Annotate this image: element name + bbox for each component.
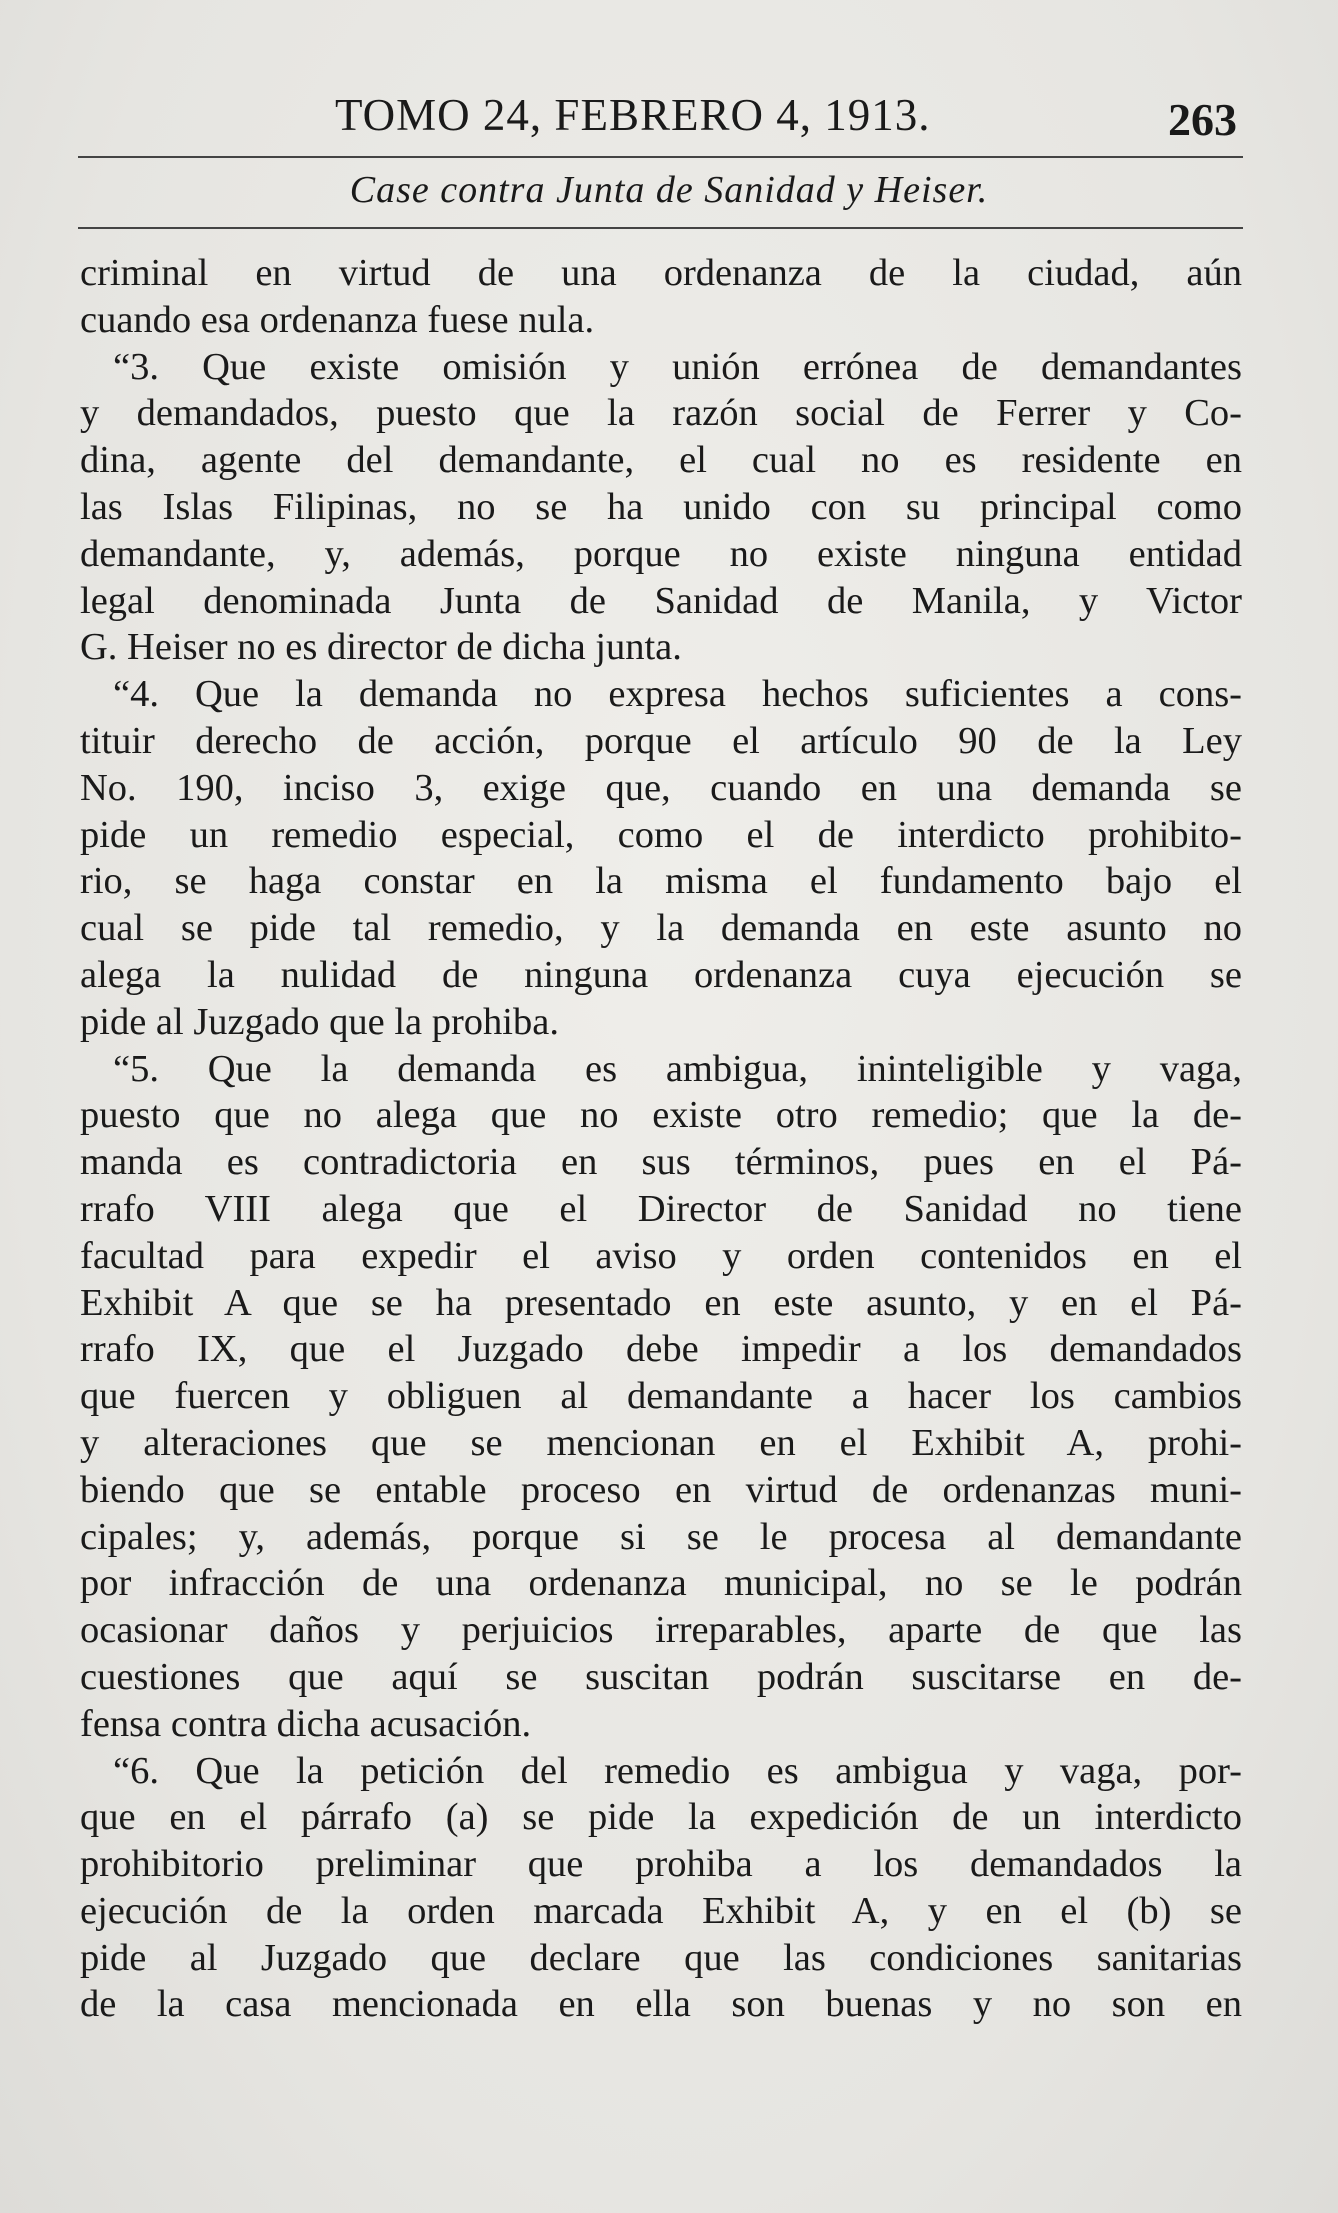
text-line: biendo que se entable proceso en virtud de ordenanzas muni- xyxy=(80,1468,1242,1511)
text-line: facultad para expedir el aviso y orden contenidos en el xyxy=(80,1234,1242,1277)
text-line: prohibitorio preliminar que prohiba a los demandados la xyxy=(80,1843,1242,1886)
text-line: ejecución de la orden marcada Exhibit A, y en el (b) se xyxy=(80,1889,1242,1932)
text-line: y alteraciones que se mencionan en el Exhibit A, prohi- xyxy=(80,1421,1242,1464)
case-title: Case contra Junta de Sanidad y Heiser. xyxy=(349,169,989,211)
text-line: que en el párrafo (a) se pide la expedición de un interdicto xyxy=(80,1796,1242,1839)
text-line: cipales; y, además, porque si se le procesa al demandante xyxy=(80,1515,1242,1558)
text-line: que fuercen y obliguen al demandante a hacer los cambios xyxy=(80,1375,1242,1418)
text-line: rrafo VIII alega que el Director de Sanidad no tiene xyxy=(80,1187,1242,1230)
text-line: legal denominada Junta de Sanidad de Manila, y Victor xyxy=(80,579,1242,622)
text-line: demandante, y, además, porque no existe ninguna entidad xyxy=(80,532,1242,575)
text-line: pide al Juzgado que declare que las condiciones sanitarias xyxy=(80,1936,1242,1979)
text-line: pide un remedio especial, como el de interdicto prohibito- xyxy=(80,813,1242,856)
text-line: manda es contradictoria en sus términos, pues en el Pá- xyxy=(80,1141,1242,1184)
text-line: “6. Que la petición del remedio es ambigua y vaga, por- xyxy=(113,1749,1242,1792)
body-text xyxy=(80,250,1242,2028)
header-rule-top xyxy=(78,156,1243,158)
header-rule-bottom xyxy=(78,227,1243,229)
page-header xyxy=(0,85,1338,145)
text-line: y demandados, puesto que la razón social de Ferrer y Co- xyxy=(80,392,1242,435)
running-head: TOMO 24, FEBRERO 4, 1913. xyxy=(335,90,931,140)
text-line: puesto que no alega que no existe otro remedio; que la de- xyxy=(80,1094,1242,1137)
text-line: pide al Juzgado que la prohiba. xyxy=(80,1000,559,1043)
text-line: No. 190, inciso 3, exige que, cuando en una demanda se xyxy=(80,766,1242,809)
text-line: alega la nulidad de ninguna ordenanza cuya ejecución se xyxy=(80,953,1242,996)
text-line: cual se pide tal remedio, y la demanda en este asunto no xyxy=(80,907,1242,950)
text-line: G. Heiser no es director de dicha junta. xyxy=(80,626,682,669)
text-line: rio, se haga constar en la misma el fundamento bajo el xyxy=(80,860,1242,903)
text-line: cuando esa ordenanza fuese nula. xyxy=(80,298,595,341)
text-line: fensa contra dicha acusación. xyxy=(80,1702,532,1745)
text-line: “5. Que la demanda es ambigua, ininteligible y vaga, xyxy=(113,1047,1242,1090)
text-line: de la casa mencionada en ella son buenas y no son en xyxy=(80,1983,1242,2026)
text-line: rrafo IX, que el Juzgado debe impedir a los demandados xyxy=(80,1328,1242,1371)
text-line: tituir derecho de acción, porque el artículo 90 de la Ley xyxy=(80,719,1242,762)
text-line: criminal en virtud de una ordenanza de la ciudad, aún xyxy=(80,252,1242,294)
text-line: ocasionar daños y perjuicios irreparables, aparte de que las xyxy=(80,1609,1242,1652)
text-line: “3. Que existe omisión y unión errónea de demandantes xyxy=(113,345,1242,388)
text-line: por infracción de una ordenanza municipal, no se le podrán xyxy=(80,1562,1242,1605)
text-line: cuestiones que aquí se suscitan podrán suscitarse en de- xyxy=(80,1655,1242,1698)
text-line: dina, agente del demandante, el cual no es residente en xyxy=(80,439,1242,482)
text-line: “4. Que la demanda no expresa hechos suficientes a cons- xyxy=(113,673,1242,716)
page-number: 263 xyxy=(1168,94,1237,145)
text-line: Exhibit A que se ha presentado en este asunto, y en el Pá- xyxy=(80,1281,1242,1324)
text-line: las Islas Filipinas, no se ha unido con su principal como xyxy=(80,485,1242,528)
